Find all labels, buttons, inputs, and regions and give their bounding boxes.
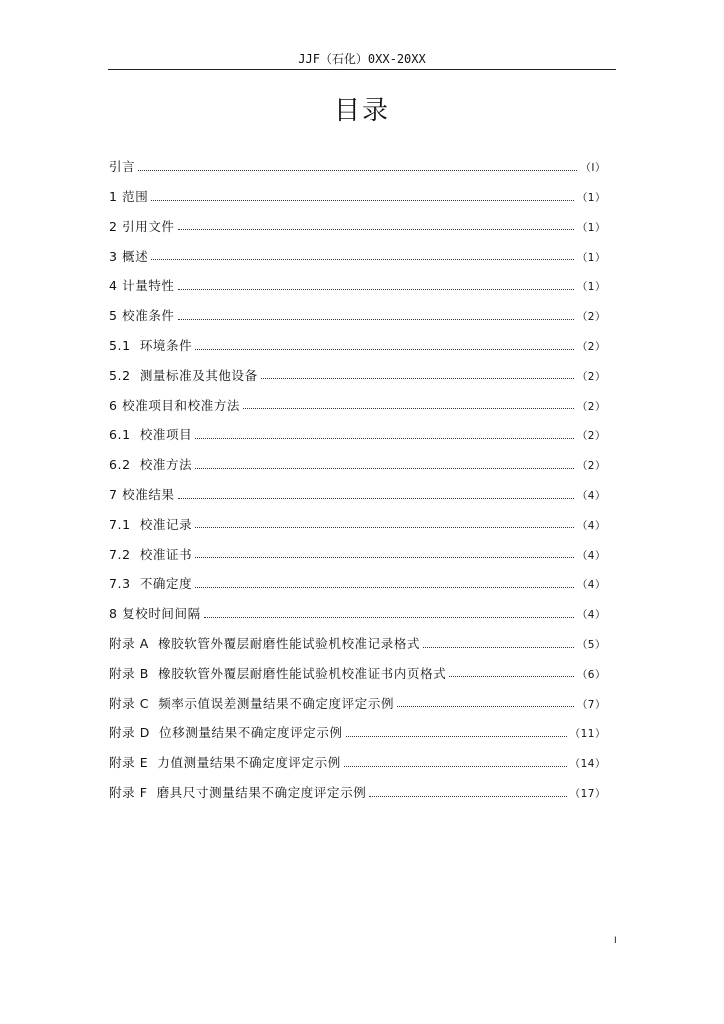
dot-leader: [151, 259, 573, 260]
toc-entry-label: 6.1 校准项目: [109, 427, 193, 443]
toc-entry[interactable]: [109, 293, 606, 323]
toc-entry[interactable]: [109, 710, 606, 740]
toc-entry-page: （4）: [576, 609, 606, 622]
toc-entry-label: 5 校准条件: [109, 308, 175, 324]
toc-entry[interactable]: [109, 621, 606, 651]
toc-entry-label: 附录 C 频率示值误差测量结果不确定度评定示例: [109, 695, 395, 711]
dot-leader: [204, 617, 574, 618]
toc-entry-label: 1 范围: [109, 189, 149, 205]
toc-entry[interactable]: [109, 382, 606, 412]
toc-entry-label: 附录 D 位移测量结果不确定度评定示例: [109, 725, 343, 741]
dot-leader: [178, 229, 574, 230]
toc-entry-page: （1）: [576, 221, 606, 234]
toc-entry-label: 6.2 校准方法: [109, 457, 193, 473]
toc-entry-page: （1）: [576, 281, 606, 294]
toc-entry[interactable]: [109, 204, 606, 234]
toc-entry[interactable]: [109, 770, 606, 800]
dot-leader: [195, 527, 574, 528]
toc-entry-page: （I）: [580, 162, 606, 175]
dot-leader: [449, 676, 574, 677]
toc-entry-page: （1）: [576, 251, 606, 264]
dot-leader: [397, 706, 574, 707]
toc-entry[interactable]: [109, 740, 606, 770]
toc-entry-page: （5）: [576, 639, 606, 652]
toc-entry[interactable]: [109, 174, 606, 204]
toc-entry-page: （6）: [576, 668, 606, 681]
toc-entry-label: 5.1 环境条件: [109, 338, 193, 354]
toc-entry[interactable]: [109, 680, 606, 710]
toc-entry-label: 附录 B 橡胶软管外覆层耐磨性能试验机校准证书内页格式: [109, 665, 447, 681]
toc-entry-label: 7.1 校准记录: [109, 516, 193, 532]
toc-entry[interactable]: [109, 263, 606, 293]
toc-entry-page: （14）: [569, 758, 606, 771]
toc-entry[interactable]: [109, 561, 606, 591]
toc-entry-label: 6 校准项目和校准方法: [109, 397, 241, 413]
dot-leader: [261, 378, 574, 379]
dot-leader: [243, 408, 574, 409]
toc-entry[interactable]: [109, 442, 606, 472]
toc-entry-page: （4）: [576, 579, 606, 592]
toc-entry-label: 7.3 不确定度: [109, 576, 193, 592]
toc-entry-label: 引言: [109, 159, 136, 175]
toc-entry-label: 7 校准结果: [109, 487, 175, 503]
toc-entry-page: （2）: [576, 311, 606, 324]
toc-entry-page: （2）: [576, 460, 606, 473]
dot-leader: [178, 319, 574, 320]
dot-leader: [369, 796, 566, 797]
dot-leader: [346, 736, 567, 737]
toc-entry-page: （2）: [576, 341, 606, 354]
toc-entry-label: 附录 F 磨具尺寸测量结果不确定度评定示例: [109, 785, 367, 801]
dot-leader: [423, 647, 574, 648]
page-title: 目录: [333, 96, 390, 126]
toc-entry[interactable]: [109, 144, 606, 174]
toc-entry-label: 8 复校时间间隔: [109, 606, 201, 622]
toc-entry-page: （4）: [576, 490, 606, 503]
dot-leader: [195, 438, 574, 439]
dot-leader: [344, 766, 567, 767]
toc-entry[interactable]: [109, 353, 606, 383]
toc-entry-label: 附录 E 力值测量结果不确定度评定示例: [109, 755, 341, 771]
dot-leader: [178, 289, 574, 290]
toc-entry-page: （17）: [569, 788, 606, 801]
toc-entry[interactable]: [109, 591, 606, 621]
toc-entry-page: （2）: [576, 430, 606, 443]
toc-entry-page: （2）: [576, 370, 606, 383]
document-code-header: JJF（石化）0XX-20XX: [298, 52, 426, 66]
toc-entry-label: 附录 A 橡胶软管外覆层耐磨性能试验机校准记录格式: [109, 636, 421, 652]
dot-leader: [195, 468, 574, 469]
toc-entry[interactable]: [109, 531, 606, 561]
toc-entry-page: （11）: [569, 728, 606, 741]
toc-entry-label: 3 概述: [109, 248, 149, 264]
footer-page-number: I: [614, 936, 617, 946]
toc-entry-page: （2）: [576, 400, 606, 413]
toc-entry-page: （4）: [576, 519, 606, 532]
toc-entry-page: （4）: [576, 549, 606, 562]
toc-entry[interactable]: [109, 323, 606, 353]
table-of-contents: [109, 144, 606, 800]
dot-leader: [195, 557, 574, 558]
dot-leader: [178, 498, 574, 499]
toc-entry[interactable]: [109, 412, 606, 442]
dot-leader: [195, 587, 574, 588]
toc-entry-label: 5.2 测量标准及其他设备: [109, 367, 258, 383]
dot-leader: [138, 170, 577, 171]
toc-entry-label: 7.2 校准证书: [109, 546, 193, 562]
toc-entry[interactable]: [109, 472, 606, 502]
dot-leader: [151, 200, 573, 201]
toc-entry[interactable]: [109, 502, 606, 532]
dot-leader: [195, 349, 574, 350]
toc-entry[interactable]: [109, 233, 606, 263]
toc-entry-label: 2 引用文件: [109, 218, 175, 234]
toc-entry-label: 4 计量特性: [109, 278, 175, 294]
toc-entry-page: （7）: [576, 698, 606, 711]
toc-entry-page: （1）: [576, 192, 606, 205]
header-rule: [108, 69, 616, 70]
toc-entry[interactable]: [109, 651, 606, 681]
